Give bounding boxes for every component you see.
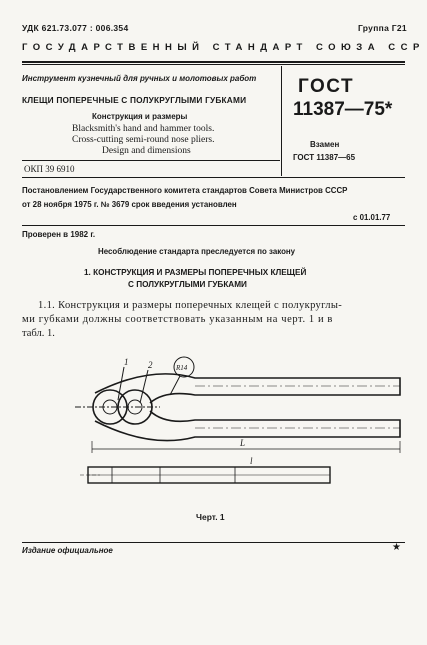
okp-rule [22,160,280,161]
english-name-line-3: Design and dimensions [102,146,191,156]
section-heading-line-2: С ПОЛУКРУГЛЫМИ ГУБКАМИ [128,280,247,289]
product-name: КЛЕЩИ ПОПЕРЕЧНЫЕ С ПОЛУКРУГЛЫМИ ГУБКАМИ [22,95,247,105]
product-category: Инструмент кузнечный для ручных и молотовых работ [22,74,257,83]
footer-rule [22,542,405,543]
state-standard-title: ГОСУДАРСТВЕННЫЙ СТАНДАРТ СОЮЗА ССР [22,42,425,53]
pliers-drawing [0,345,427,525]
gost-number: 11387—75* [293,99,393,120]
drawing-caption: Черт. 1 [196,512,225,522]
okp-code: ОКП 39 6910 [24,164,75,174]
udk-code: УДК 621.73.077 : 006.354 [22,23,129,33]
drawing-label-2: 2 [148,360,153,370]
checked-year: Проверен в 1982 г. [22,230,96,239]
header-top-rule [22,61,405,63]
decree-line-1: Постановлением Государственного комитета стандартов Совета Министров СССР [22,186,348,195]
english-name-line-2: Cross-cutting semi-round nose pliers. [72,135,215,145]
header-bottom-rule [22,177,405,178]
official-edition: Издание официальное [22,546,113,555]
group-code: Группа Г21 [358,23,407,33]
replaces-label: Взамен [310,140,340,149]
english-name-line-1: Blacksmith's hand and hammer tools. [72,124,215,134]
paragraph-line-3: табл. 1. [22,328,55,339]
header-top-rule-2 [22,64,405,65]
drawing-label-l: L [240,438,246,448]
replaces-standard: ГОСТ 11387—65 [293,153,356,162]
paragraph-line-1: 1.1. Конструкция и размеры поперечных клещей с полукруглы- [38,300,343,311]
drawing-label-l1: l [250,456,253,466]
r14-leader [170,376,180,395]
decree-line-2: от 28 ноября 1975 г. № 3679 срок введения установлен [22,200,237,209]
section-heading-line-1: 1. КОНСТРУКЦИЯ И РАЗМЕРЫ ПОПЕРЕЧНЫХ КЛЕЩЕЙ [84,268,307,277]
vertical-divider [281,66,282,176]
reprint-star: ★ [392,542,401,553]
drawing-label-r14: R14 [176,364,188,372]
decree-rule [22,225,405,226]
lower-handle [95,411,400,441]
law-notice: Несоблюдение стандарта преследуется по закону [98,247,296,256]
paragraph-line-2: ми губками должны соответствовать указанным на черт. 1 и в [22,314,333,325]
gost-label: ГОСТ [298,76,355,97]
effective-date: с 01.01.77 [353,213,391,222]
drawing-label-1: 1 [124,357,129,367]
product-subtitle: Конструкция и размеры [92,112,188,121]
